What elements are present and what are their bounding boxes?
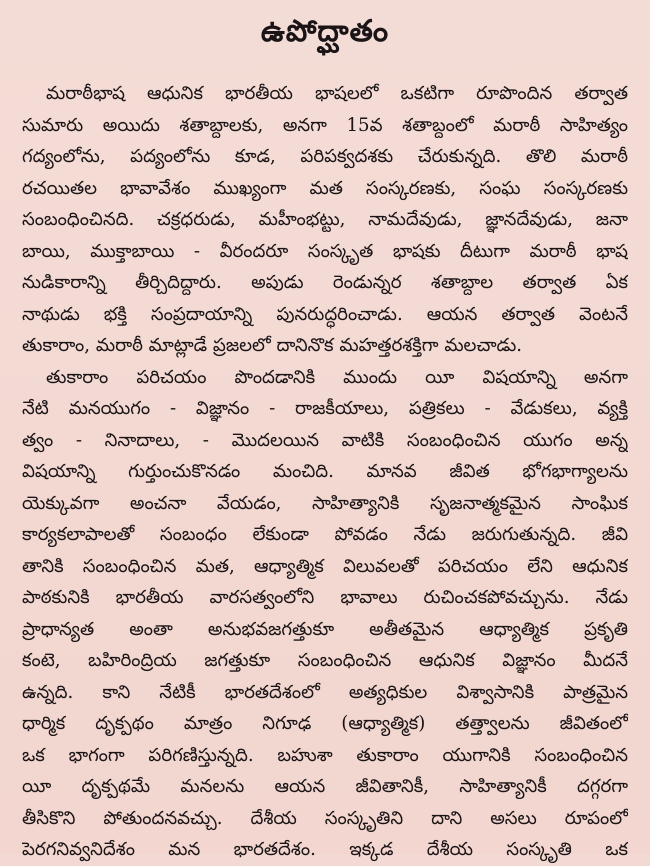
text-line: పెరగనివ్వనిదేశం మన భారతదేశం. ఇక్కడ దేశీయ సంస్కృతి ఒక (22, 839, 628, 860)
paragraph-2 (22, 362, 628, 866)
text-line: నాథుడు భక్తి సంప్రదాయాన్ని పునరుద్ధరించాడు. ఆయన తర్వాత వెంటనే (22, 303, 628, 325)
text-line: బాయి, ముక్తాబాయి - వీరందరూ సంస్కృత భాషకు దీటుగా మరాఠీ భాష (22, 240, 628, 262)
text-line: ఉన్నది. కాని నేటికీ భారతదేశంలో అత్యధికుల విశ్వాసానికి పాత్రమైన (22, 681, 628, 703)
text-line: తుకారాం పరిచయం పొందడానికి ముందు యీ విషయాన్ని అనగా (46, 366, 628, 388)
text-line: త్వం - నినాదాలు, - మొదలయిన వాటికి సంబంధించిన యుగం అన్న (22, 429, 628, 451)
text-line: తీసికొని పోతుందనవచ్చు. దేశీయ సంస్కృతిని దాని అసలు రూపంలో (22, 807, 628, 829)
text-line: సంబంధించినది. చక్రధరుడు, మహీంభట్టు, నామదేవుడు, జ్ఞానదేవుడు, జనా (22, 209, 628, 230)
text-line: తుకారాం, మరాఠీ మాట్లాడే ప్రజలలో దానినొక మహత్తరశక్తిగా మలచాడు. (22, 335, 523, 356)
text-line: పాఠకునికి భారతీయ వారసత్వంలోని భావాలు రుచించకపోవచ్చును. నేడు (22, 587, 628, 608)
text-line: కంటె, బహిరింద్రియ జగత్తుకూ సంబంధించిన ఆధునిక విజ్ఞానం మీదనే (22, 650, 628, 671)
text-line: కార్యకలాపాలతో సంబంధం లేకుండా పోవడం నేడు జరుగుతున్నది. జీవి (22, 524, 628, 545)
text-line: ధార్మిక దృక్పథం మాత్రం నిగూఢ (ఆధ్యాత్మిక) తత్త్వాలను జీవితంలో (22, 713, 628, 734)
text-line: గద్యంలోను, పద్యంలోను కూడ, పరిపక్వదశకు చేరుకున్నది. తొలి మరాఠీ (22, 146, 628, 167)
paragraph-1 (22, 78, 628, 362)
text-line: తానికి సంబంధించిన మత, ఆధ్యాత్మిక విలువలతో పరిచయం లేని ఆధునిక (22, 555, 628, 577)
text-line: నేటి మనయుగం - విజ్ఞానం - రాజకీయాలు, పత్రికలు - వేడుకలు, వ్యక్తి (22, 398, 628, 419)
text-line: ప్రాధాన్యత అంతా అనుభవజగత్తుకూ అతీతమైన ఆధ్యాత్మిక ప్రకృతి (22, 618, 628, 640)
text-line: నుడికారాన్ని తీర్చిదిద్దారు. అపుడు రెండున్నర శతాబ్దాల తర్వాత ఏక (22, 272, 628, 293)
text-line: ఒక భాగంగా పరిగణిస్తున్నది. బహుశా తుకారాం యుగానికి సంబంధించిన (22, 744, 628, 766)
text-line: విషయాన్ని గుర్తుంచుకొనడం మంచిది. మానవ జీవిత భోగభాగ్యాలను (22, 461, 628, 482)
text-line: రచయితల భావావేశం ముఖ్యంగా మత సంస్కరణకు, సంఘ సంస్కరణకు (22, 177, 628, 199)
text-line: సుమారు అయిదు శతాబ్దాలకు, అనగా 15వ శతాబ్దంలో మరాఠీ సాహిత్యం (22, 114, 628, 136)
text-line: మరాఠీభాష ఆధునిక భారతీయ భాషలలో ఒకటిగా రూపొందిన తర్వాత (46, 83, 628, 104)
page-title: ఉపోద్ఘాతం (260, 14, 390, 49)
text-line: యీ దృక్పథమే మనలను ఆయన జీవితానికీ, సాహిత్యానికీ దగ్గరగా (22, 776, 628, 797)
text-line: యెక్కువగా అంచనా వేయడం, సాహిత్యానికి సృజనాత్మకమైన సాంఘిక (22, 492, 628, 514)
